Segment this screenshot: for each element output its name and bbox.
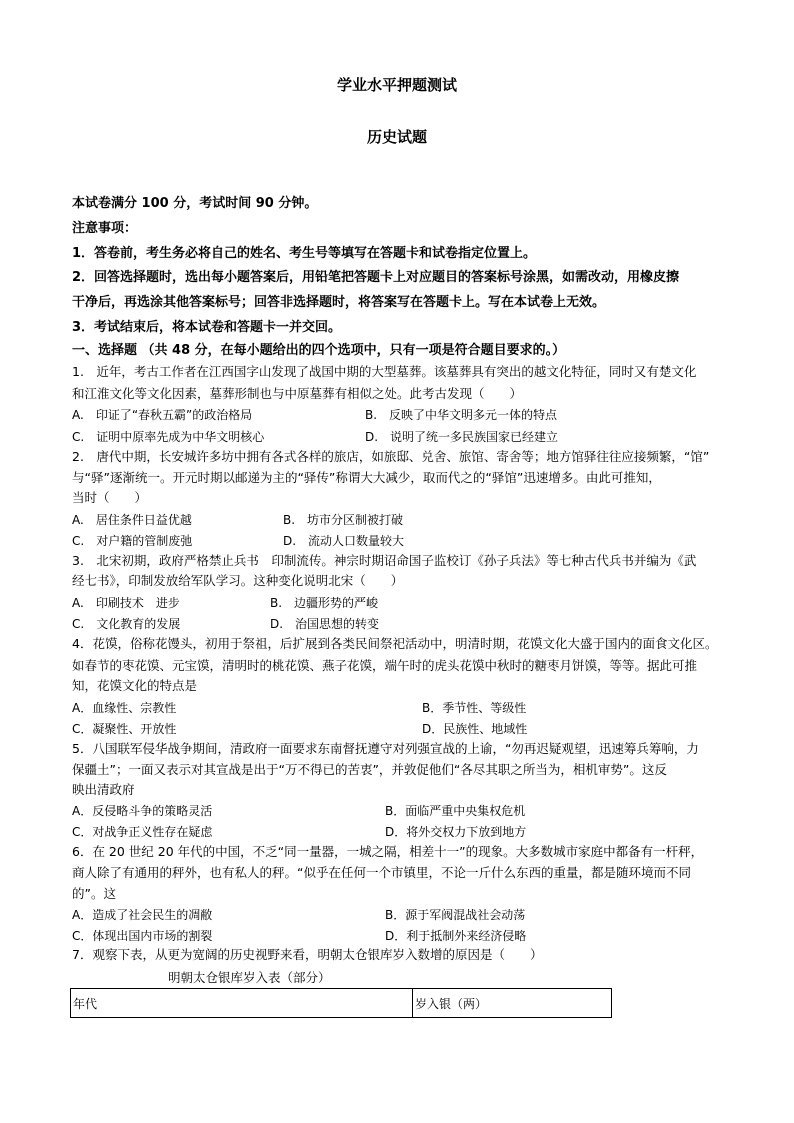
option-b: B. 反映了中华文明多元一体的特点 bbox=[365, 408, 558, 422]
question-text: 保疆土”；一面又表示对其宣战是出于“万不得已的苦衷”，并敦促他们“各尽其职之所当为，相机审势”。这反 bbox=[72, 762, 667, 777]
option-c: C. 证明中原率先成为中华文明核心 bbox=[72, 430, 265, 444]
option-a: A. 印刷技术 进步 bbox=[72, 596, 180, 610]
option-c: C. 对户籍的管制废弛 bbox=[72, 534, 193, 548]
question-text: 2. 唐代中期，长安城许多坊中拥有各式各样的旅店，如旅邸、兑舍、旅馆、寄舍等；地方馆驿往往应接频繁，“馆” bbox=[72, 449, 710, 464]
question-text: 和江淮文化等文化因素，墓葬形制也与中原墓葬有相似之处。此考古发现（ ） bbox=[72, 386, 523, 401]
question-text: 当时（ ） bbox=[72, 490, 148, 505]
question-text: 1. 近年，考古工作者在江西国字山发现了战国中期的大型墓葬。该墓葬具有突出的越文化特征，同时又有楚文化 bbox=[72, 364, 697, 379]
option-b: B．源于军阀混战社会动荡 bbox=[385, 908, 526, 922]
option-b: B. 边疆形势的严峻 bbox=[270, 596, 379, 610]
notes-item-2b: 干净后，再选涂其他答案标号；回答非选择题时，将答案写在答题卡上。写在本试卷上无效。 bbox=[72, 295, 606, 310]
notes-item-3: 3．考试结束后，将本试卷和答题卡一并交回。 bbox=[72, 320, 342, 335]
option-c: C．对战争正义性存在疑虑 bbox=[72, 825, 213, 839]
option-d: D. 流动人口数量较大 bbox=[283, 534, 405, 548]
table-header-year: 年代 bbox=[71, 989, 413, 1017]
question-text: 3. 北宋初期，政府严格禁止兵书 印制流传。神宗时期诏命国子监校订《孙子兵法》等七种古代兵书并编为《武 bbox=[72, 553, 697, 568]
option-a: A．血缘性、宗教性 bbox=[72, 701, 177, 715]
question-text: 的”。这 bbox=[72, 886, 116, 901]
option-b: B．季节性、等级性 bbox=[422, 701, 527, 715]
section-heading: 一、选择题 （共 48 分，在每小题给出的四个选项中，只有一项是符合题目要求的。） bbox=[72, 343, 566, 358]
question-text: 经七书》，印制发放给军队学习。这种变化说明北宋（ ） bbox=[72, 573, 404, 588]
table-header-silver: 岁入银（两） bbox=[415, 997, 488, 1011]
question-text: 6．在 20 世纪 20 年代的中国，不乏“同一量器，一城之隔，相差十一”的现象。大多数城市家庭中都备有一杆秤， bbox=[72, 844, 704, 859]
option-a: A. 印证了“春秋五霸”的政治格局 bbox=[72, 408, 253, 422]
option-d: D．利于抵制外来经济侵略 bbox=[385, 929, 527, 943]
question-text: 5．八国联军侵华战争期间，清政府一面要求东南督抚遵守对列强宣战的上谕，“勿再迟疑观望，迅速筹兵筹响，力 bbox=[72, 741, 699, 756]
option-d: D. 治国思想的转变 bbox=[270, 617, 380, 631]
question-text: 知，花馍文化的特点是 bbox=[72, 678, 198, 693]
question-text: 7．观察下表，从更为宽阔的历史视野来看，明朝太仓银库岁入数增的原因是（ ） bbox=[72, 947, 543, 962]
option-d: D．民族性、地域性 bbox=[422, 722, 528, 736]
question-text: 4．花馍，俗称花馒头，初用于祭祖，后扩展到各类民间祭祀活动中，明清时期，花馍文化大盛于国内的面食文化区。 bbox=[72, 636, 718, 651]
option-d: D. 说明了统一多民族国家已经建立 bbox=[365, 430, 559, 444]
option-c: C. 文化教育的发展 bbox=[72, 617, 181, 631]
option-c: C．凝聚性、开放性 bbox=[72, 722, 177, 736]
question-text: 商人除了有通用的秤外，也有私人的秤。“似乎在任何一个市镇里，不论一斤什么东西的重量，都是随环境而不同 bbox=[72, 865, 691, 880]
exam-title: 学业水平押题测试 bbox=[336, 76, 457, 94]
question-text: 映出清政府 bbox=[72, 782, 135, 797]
exam-subtitle: 历史试题 bbox=[366, 128, 427, 146]
option-d: D．将外交权力下放到地方 bbox=[385, 825, 527, 839]
option-c: C．体现出国内市场的割裂 bbox=[72, 929, 213, 943]
option-a: A．造成了社会民生的凋敝 bbox=[72, 908, 213, 922]
score-line: 本试卷满分 100 分，考试时间 90 分钟。 bbox=[72, 196, 318, 211]
option-a: A. 居住条件日益优越 bbox=[72, 513, 192, 527]
option-b: B. 坊市分区制被打破 bbox=[283, 513, 404, 527]
option-b: B．面临严重中央集权危机 bbox=[385, 804, 526, 818]
option-a: A．反侵略斗争的策略灵活 bbox=[72, 804, 213, 818]
data-table bbox=[70, 988, 612, 1018]
table-caption: 明朝太仓银库岁入表（部分） bbox=[168, 970, 331, 985]
notes-heading: 注意事项： bbox=[72, 221, 138, 236]
notes-item-2a: 2．回答选择题时，选出每小题答案后，用铅笔把答题卡上对应题目的答案标号涂黑，如需改动，用橡皮擦 bbox=[72, 270, 680, 285]
question-text: 与“驿”逐渐统一。开元时期以邮递为主的“驿传”称谓大大减少，取而代之的“驿馆”迅速增多。由此可推知， bbox=[72, 470, 661, 485]
question-text: 如春节的枣花馍、元宝馍，清明时的桃花馍、燕子花馍，端午时的虎头花馍中秋时的糖枣月饼馍，等等。据此可推 bbox=[72, 658, 698, 673]
notes-item-1: 1．答卷前，考生务必将自己的姓名、考生号等填写在答题卡和试卷指定位置上。 bbox=[72, 246, 537, 261]
